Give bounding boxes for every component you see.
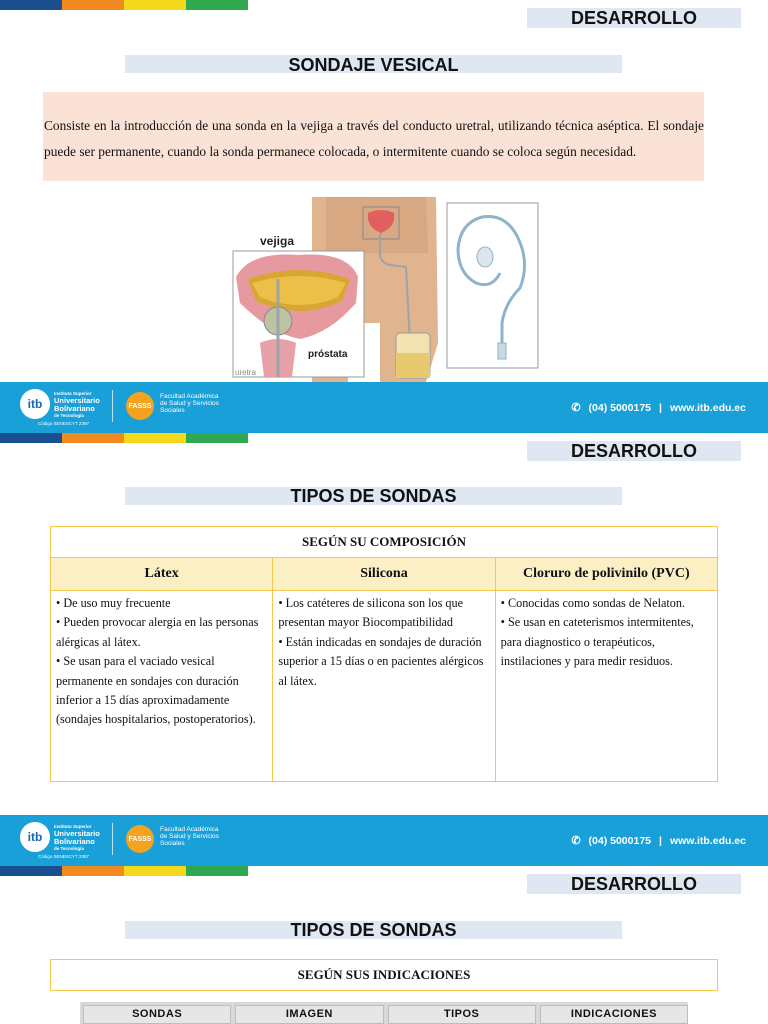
footer-contact <box>571 401 746 414</box>
catheter-illustration <box>230 193 540 382</box>
fasss-logo-icon: FASSS <box>126 392 154 420</box>
footer-web-link[interactable]: www.itb.edu.ec <box>669 401 746 414</box>
column-header: INDICACIONES <box>540 1005 688 1024</box>
column-header: Cloruro de polivinilo (PVC) <box>495 558 717 591</box>
itb-logo-icon: itb <box>20 389 50 419</box>
label-uretra: uretra <box>235 368 256 377</box>
footer-bar <box>0 815 768 866</box>
table-title: SEGÚN SU COMPOSICIÓN <box>51 527 718 558</box>
footer-divider <box>112 390 113 422</box>
indications-table-header <box>80 1002 688 1024</box>
fasss-name: Facultad Académica de Salud y Servicios Sociales <box>160 393 219 414</box>
column-header: IMAGEN <box>235 1005 383 1024</box>
label-vejiga: vejiga <box>260 234 295 248</box>
footer-bar <box>0 382 768 433</box>
column-body-pvc <box>495 591 717 782</box>
itb-name: Instituto Superior Universitario Bolivariano de Tecnología <box>54 824 100 851</box>
fasss-logo-icon: FASSS <box>126 825 154 853</box>
label-prostata: próstata <box>308 349 348 360</box>
itb-logo-icon: itb <box>20 822 50 852</box>
list-item: • Se usan en cateterismos intermitentes, para diagnostico o terapéuticos, instilaciones y para medir residuos. <box>500 615 694 669</box>
list-item: • De uso muy frecuente <box>56 596 171 610</box>
column-header: Silicona <box>273 558 495 591</box>
footer-separator: | <box>659 834 662 847</box>
list-item: • Pueden provocar alergia en las personas alérgicas al látex. <box>56 615 259 649</box>
color-bar <box>0 0 248 10</box>
column-header: SONDAS <box>83 1005 231 1024</box>
list-item: • Se usan para el vaciado vesical permanente en sondajes con duración inferior a 15 días aproximadamente (sondajes hospitalarios, postoperatorios). <box>56 654 256 727</box>
column-header: Látex <box>51 558 273 591</box>
column-header: TIPOS <box>388 1005 536 1024</box>
color-bar <box>0 433 248 443</box>
section-title: DESARROLLO <box>571 874 697 894</box>
color-bar <box>0 866 248 876</box>
itb-name: Instituto Superior Universitario Bolivariano de Tecnología <box>54 391 100 418</box>
phone-icon: ✆ <box>571 835 581 847</box>
slide-tipos-composicion <box>0 433 768 815</box>
list-item: • Están indicadas en sondajes de duración superior a 15 días o en pacientes alérgicos al látex. <box>278 634 484 688</box>
footer-web-link[interactable]: www.itb.edu.ec <box>669 834 746 847</box>
table-title: SEGÚN SUS INDICACIONES <box>50 959 718 991</box>
column-body-silicona <box>273 591 495 782</box>
slide-title: TIPOS DE SONDAS <box>290 920 457 940</box>
section-title: DESARROLLO <box>571 8 697 28</box>
phone-icon: ✆ <box>571 402 581 414</box>
fasss-name: Facultad Académica de Salud y Servicios Sociales <box>160 826 219 847</box>
slide-title: TIPOS DE SONDAS <box>290 486 457 506</box>
list-item: • Conocidas como sondas de Nelaton. <box>500 596 685 610</box>
footer-separator: | <box>659 401 662 414</box>
footer-phone: (04) 5000175 <box>588 401 651 414</box>
composition-table <box>50 526 718 782</box>
section-title: DESARROLLO <box>571 441 697 461</box>
itb-code: Código SENESCYT 2397 <box>38 421 89 426</box>
column-body-latex <box>51 591 273 782</box>
slide-title: SONDAJE VESICAL <box>288 55 459 75</box>
footer-contact <box>571 834 746 847</box>
slide-sondaje-vesical <box>0 0 768 382</box>
list-item: • Los catéteres de silicona son los que presentan mayor Biocompatibilidad <box>278 596 463 630</box>
itb-code: Código SENESCYT 2397 <box>38 854 89 859</box>
footer-phone: (04) 5000175 <box>588 834 651 847</box>
intro-text: Consiste en la introducción de una sonda en la vejiga a través del conducto uretral, utilizando técnica aséptica. El sondaje puede ser permanente, cuando la sonda permanece colocada, o intermitente cuando se coloca según necesidad. <box>44 118 704 159</box>
intro-box <box>43 92 704 181</box>
slide-tipos-indicaciones <box>0 866 768 1024</box>
footer-divider <box>112 823 113 855</box>
